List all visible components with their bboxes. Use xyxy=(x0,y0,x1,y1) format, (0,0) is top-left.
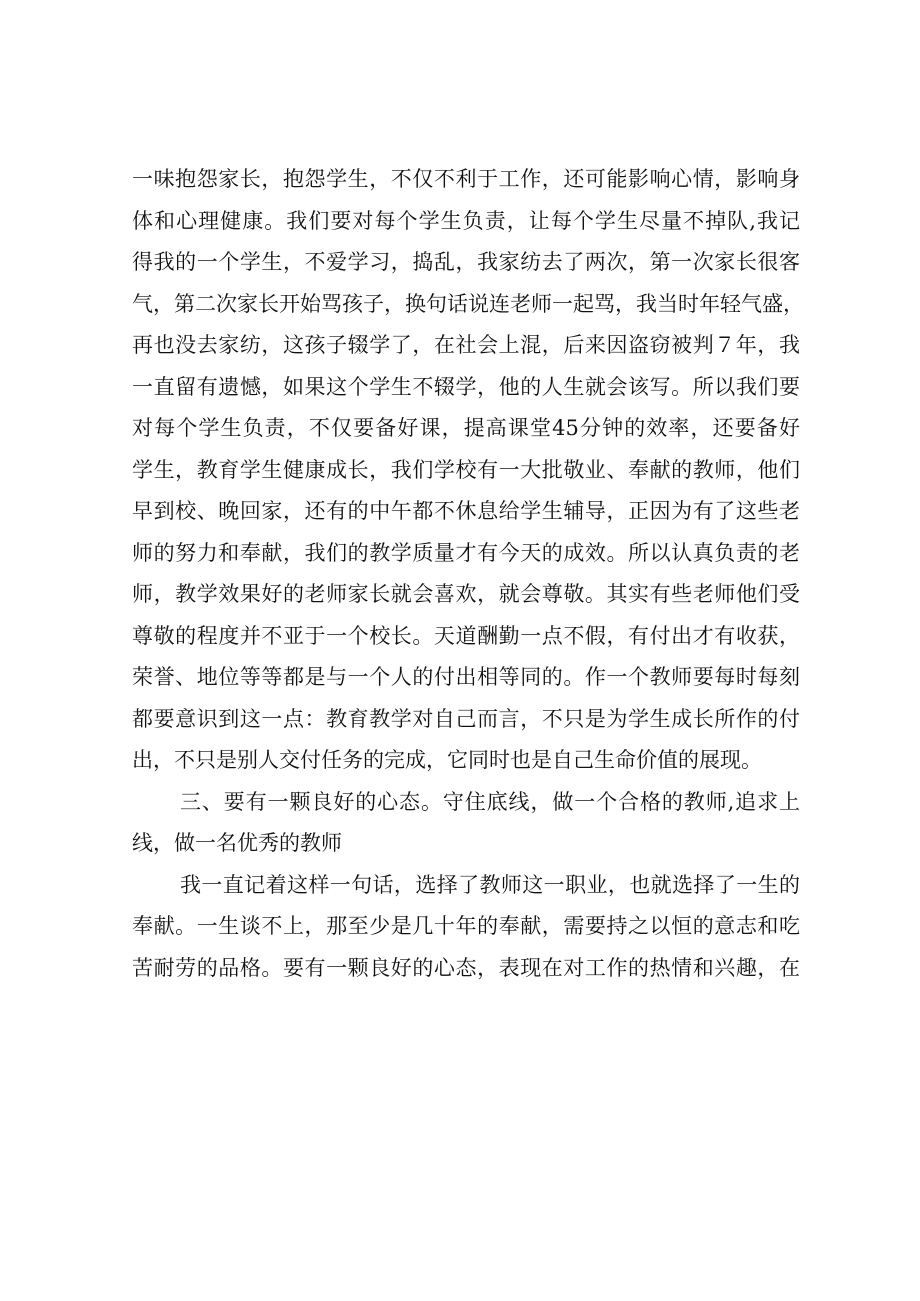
text-line: 学生，教育学生健康成长，我们学校有一大批敬业、奉献的教师，他们 xyxy=(132,457,800,482)
text-line: 我一直记着这样一句话，选择了教师这一职业，也就选择了一生的 xyxy=(180,872,800,897)
text-line: 得我的一个学生，不爱学习，捣乱，我家纺去了两次，第一次家长很客 xyxy=(132,250,800,274)
text-line: 都要意识到这一点：教育教学对自己而言，不只是为学生成长所作的付 xyxy=(132,706,800,731)
text-line: 气，第二次家长开始骂孩子，换句话说连老师一起骂，我当时年轻气盛， xyxy=(132,291,804,316)
text-line: 再也没去家纺，这孩子辍学了，在社会上混，后来因盗窃被判７年，我 xyxy=(132,333,800,357)
text-line: 师的努力和奉献，我们的教学质量才有今天的成效。所以认真负责的老 xyxy=(132,540,800,565)
body-text xyxy=(132,159,804,989)
text-line: 奉献。一生谈不上，那至少是几十年的奉献，需要持之以恒的意志和吃 xyxy=(132,914,800,938)
text-line: 体和心理健康。我们要对每个学生负责，让每个学生尽量不掉队,我记 xyxy=(132,208,800,233)
text-line: 荣誉、地位等等都是与一个人的付出相等同的。作一个教师要每时每刻 xyxy=(132,665,800,689)
text-line: 早到校、晚回家，还有的中午都不休息给学生辅导，正因为有了这些老 xyxy=(132,499,800,523)
text-line: 一味抱怨家长，抱怨学生，不仅不利于工作，还可能影响心情，影响身 xyxy=(132,167,800,191)
text-line: 出，不只是别人交付任务的完成，它同时也是自己生命价值的展现。 xyxy=(132,748,762,772)
text-line: 一直留有遗憾，如果这个学生不辍学，他的人生就会该写。所以我们要 xyxy=(132,374,800,399)
text-line: 对每个学生负责，不仅要备好课，提高课堂45分钟的效率，还要备好 xyxy=(132,416,800,440)
text-line: 师，教学效果好的老师家长就会喜欢，就会尊敬。其实有些老师他们受 xyxy=(132,582,800,606)
text-line: 苦耐劳的品格。要有一颗良好的心态，表现在对工作的热情和兴趣，在 xyxy=(132,955,800,980)
text-line: 尊敬的程度并不亚于一个校长。天道酬勤一点不假，有付出才有收获， xyxy=(132,623,800,648)
section-heading-line: 线，做一名优秀的教师 xyxy=(132,831,342,855)
section-heading-line: 三、要有一颗良好的心态。守住底线，做一个合格的教师,追求上 xyxy=(180,789,800,814)
